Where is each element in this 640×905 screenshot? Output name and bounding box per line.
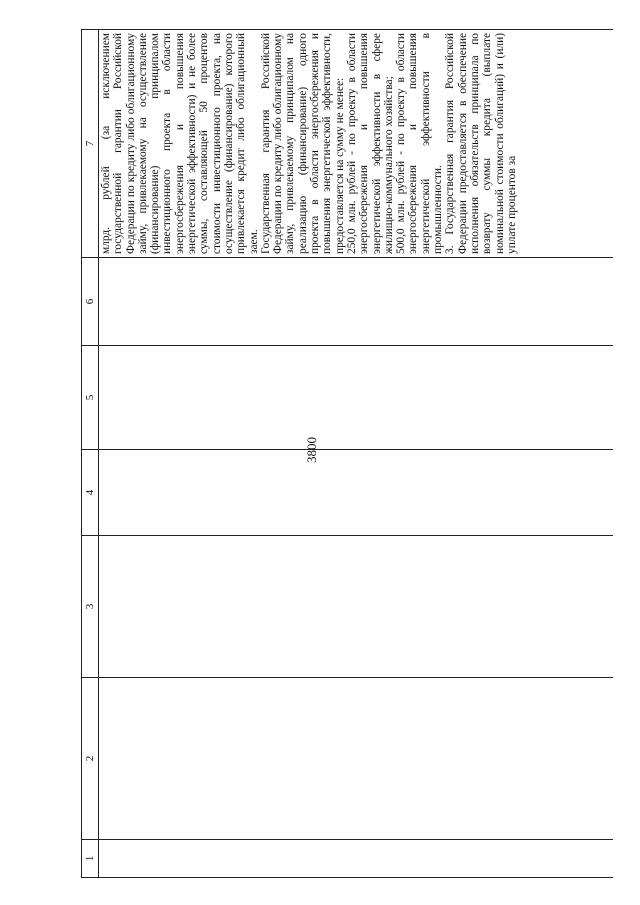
rotated-table-frame bbox=[81, 30, 611, 878]
column-header-4: 4 bbox=[82, 450, 99, 536]
column-header-7: 7 bbox=[82, 30, 99, 258]
table-row bbox=[99, 30, 614, 878]
column-header-5: 5 bbox=[82, 346, 99, 450]
cell-col-1 bbox=[99, 840, 614, 878]
col7-paragraph-3: 250,0 млн. рублей - по проекту в области энергосбережения и повышения энергетической эффективности в сфере жилищно-коммунального хозяйства; bbox=[345, 33, 395, 254]
column-header-6: 6 bbox=[82, 258, 99, 346]
cell-col-5 bbox=[99, 346, 614, 450]
cell-col-6 bbox=[99, 258, 614, 346]
cell-col-7 bbox=[99, 30, 614, 258]
column-header-2: 2 bbox=[82, 678, 99, 840]
col7-paragraph-4: 500,0 млн. рублей - по проекту в области энергосбережения и повышения энергетической эффективности в промышленности. bbox=[395, 33, 445, 254]
cell-col-4 bbox=[99, 450, 614, 536]
col7-paragraph-5: 3. Государственная гарантия Российской Федерации предоставляется в обеспечение исполнения обязательств принципала по возврату суммы кредита (выплате номинальной стоимости облигаций) и (или) уплате процентов за bbox=[444, 33, 518, 254]
table-header-row bbox=[82, 30, 99, 878]
column-header-1: 1 bbox=[82, 840, 99, 878]
col7-paragraph-2: Государственная гарантия Российской Федерации по кредиту либо облигационному займу, привлекаемому принципалом на реализацию (финансирование) одного проекта в области энергосбережения и повышения энергетической эффективности, предоставляется на сумму не менее: bbox=[259, 33, 346, 254]
page-number: 3800 bbox=[304, 437, 319, 463]
rotated-table-content bbox=[81, 30, 611, 878]
column-header-3: 3 bbox=[82, 536, 99, 678]
cell-col-2 bbox=[99, 678, 614, 840]
document-table bbox=[81, 29, 613, 878]
cell-col-3 bbox=[99, 536, 614, 678]
col7-paragraph-1: млрд. рублей (за исключением государственной гарантии Российской Федерации по кредиту либо облигационному займу, привлекаемому на осуществление (финансирование) принципалом инвестиционного проекта в области энергосбережения и повышения энергетической эффективности) и не более суммы, составляющей 50 процентов стоимости инвестиционного проекта, на осуществление (финансирование) которого привлекается кредит либо облигационный заем. bbox=[100, 33, 260, 254]
